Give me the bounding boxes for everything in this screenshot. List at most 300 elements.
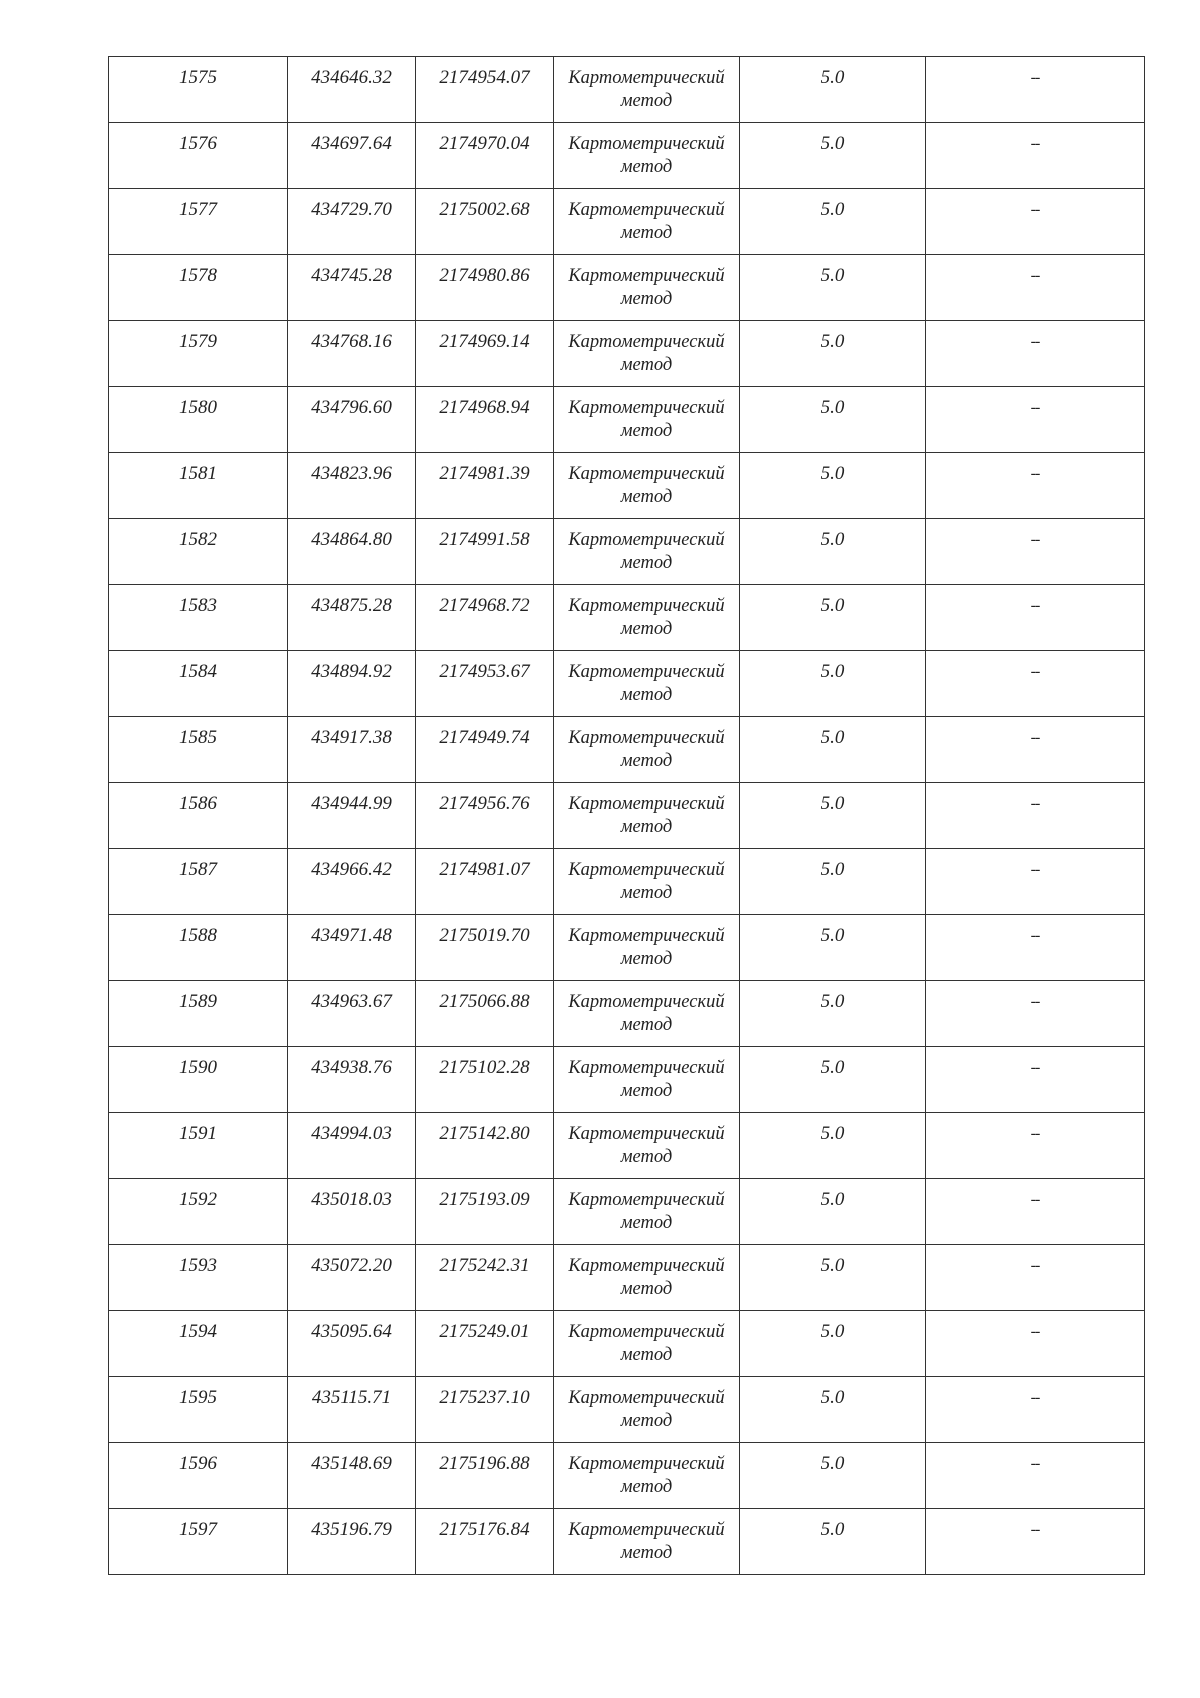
note-value: -- — [1030, 1455, 1040, 1472]
accuracy-value: 5.0 — [820, 859, 845, 880]
y-coordinate: 2175196.88 — [439, 1453, 530, 1474]
point-number: 1579 — [179, 331, 217, 352]
point-number: 1591 — [179, 1123, 217, 1144]
table-row — [109, 915, 1145, 981]
method-line-2: метод — [620, 883, 673, 903]
accuracy-value: 5.0 — [820, 133, 845, 154]
y-coordinate: 2174981.39 — [439, 463, 530, 484]
note-cell — [926, 321, 1145, 387]
method-line-1: Картометрический — [568, 1388, 725, 1408]
note-cell — [926, 57, 1145, 123]
table-row — [109, 387, 1145, 453]
y-coordinate: 2175019.70 — [439, 925, 530, 946]
method-cell — [554, 915, 740, 981]
note-cell — [926, 189, 1145, 255]
accuracy-cell — [740, 57, 926, 123]
y-coordinate-cell — [416, 123, 554, 189]
method-cell — [554, 57, 740, 123]
method-line-1: Картометрический — [568, 1124, 725, 1144]
note-cell — [926, 651, 1145, 717]
y-coordinate: 2174991.58 — [439, 529, 530, 550]
accuracy-cell — [740, 1179, 926, 1245]
x-coordinate: 434875.28 — [311, 595, 392, 616]
method-text — [554, 717, 739, 773]
point-number: 1588 — [179, 925, 217, 946]
method-line-1: Картометрический — [568, 398, 725, 418]
accuracy-cell — [740, 1509, 926, 1575]
method-cell — [554, 1245, 740, 1311]
method-line-1: Картометрический — [568, 794, 725, 814]
method-line-2: метод — [620, 1279, 673, 1299]
method-cell — [554, 255, 740, 321]
y-coordinate-cell — [416, 321, 554, 387]
x-coordinate: 434768.16 — [311, 331, 392, 352]
accuracy-value: 5.0 — [820, 727, 845, 748]
point-number-cell — [109, 585, 288, 651]
point-number-cell — [109, 1113, 288, 1179]
y-coordinate: 2174968.72 — [439, 595, 530, 616]
y-coordinate-cell — [416, 1377, 554, 1443]
point-number: 1587 — [179, 859, 217, 880]
y-coordinate-cell — [416, 981, 554, 1047]
x-coordinate-cell — [288, 189, 416, 255]
note-cell — [926, 1509, 1145, 1575]
method-cell — [554, 981, 740, 1047]
method-text — [554, 1245, 739, 1301]
method-text — [554, 453, 739, 509]
method-text — [554, 585, 739, 641]
table-row — [109, 123, 1145, 189]
method-text — [554, 387, 739, 443]
table-row — [109, 321, 1145, 387]
accuracy-cell — [740, 255, 926, 321]
x-coordinate-cell — [288, 585, 416, 651]
note-value: -- — [1030, 1125, 1040, 1142]
note-cell — [926, 387, 1145, 453]
point-number: 1583 — [179, 595, 217, 616]
note-value: -- — [1030, 201, 1040, 218]
method-line-2: метод — [620, 289, 673, 309]
table-row — [109, 1377, 1145, 1443]
point-number-cell — [109, 1245, 288, 1311]
method-cell — [554, 1443, 740, 1509]
note-cell — [926, 717, 1145, 783]
method-line-1: Картометрический — [568, 728, 725, 748]
table-row — [109, 585, 1145, 651]
method-text — [554, 1113, 739, 1169]
x-coordinate: 434823.96 — [311, 463, 392, 484]
accuracy-value: 5.0 — [820, 397, 845, 418]
method-line-2: метод — [620, 1411, 673, 1431]
x-coordinate-cell — [288, 1443, 416, 1509]
note-value: -- — [1030, 927, 1040, 944]
method-line-1: Картометрический — [568, 860, 725, 880]
y-coordinate: 2174956.76 — [439, 793, 530, 814]
x-coordinate: 434864.80 — [311, 529, 392, 550]
y-coordinate: 2174970.04 — [439, 133, 530, 154]
x-coordinate: 435018.03 — [311, 1189, 392, 1210]
y-coordinate-cell — [416, 1179, 554, 1245]
accuracy-value: 5.0 — [820, 265, 845, 286]
method-line-1: Картометрический — [568, 530, 725, 550]
y-coordinate-cell — [416, 1047, 554, 1113]
accuracy-cell — [740, 189, 926, 255]
x-coordinate-cell — [288, 981, 416, 1047]
y-coordinate-cell — [416, 1311, 554, 1377]
method-text — [554, 1443, 739, 1499]
point-number: 1585 — [179, 727, 217, 748]
x-coordinate: 434745.28 — [311, 265, 392, 286]
method-cell — [554, 783, 740, 849]
method-text — [554, 1047, 739, 1103]
x-coordinate-cell — [288, 915, 416, 981]
x-coordinate: 434729.70 — [311, 199, 392, 220]
y-coordinate: 2174968.94 — [439, 397, 530, 418]
x-coordinate: 435196.79 — [311, 1519, 392, 1540]
y-coordinate-cell — [416, 189, 554, 255]
x-coordinate-cell — [288, 453, 416, 519]
accuracy-cell — [740, 783, 926, 849]
y-coordinate-cell — [416, 57, 554, 123]
method-line-2: метод — [620, 751, 673, 771]
accuracy-value: 5.0 — [820, 1321, 845, 1342]
y-coordinate-cell — [416, 717, 554, 783]
point-number: 1577 — [179, 199, 217, 220]
y-coordinate: 2174980.86 — [439, 265, 530, 286]
point-number-cell — [109, 1443, 288, 1509]
x-coordinate: 435148.69 — [311, 1453, 392, 1474]
note-cell — [926, 1377, 1145, 1443]
point-number-cell — [109, 189, 288, 255]
note-cell — [926, 1443, 1145, 1509]
point-number: 1581 — [179, 463, 217, 484]
accuracy-cell — [740, 585, 926, 651]
accuracy-value: 5.0 — [820, 1057, 845, 1078]
x-coordinate: 435115.71 — [311, 1387, 392, 1408]
method-line-1: Картометрический — [568, 200, 725, 220]
table-row — [109, 651, 1145, 717]
accuracy-value: 5.0 — [820, 661, 845, 682]
y-coordinate-cell — [416, 585, 554, 651]
note-value: -- — [1030, 135, 1040, 152]
note-value: -- — [1030, 1389, 1040, 1406]
method-line-2: метод — [620, 1213, 673, 1233]
note-value: -- — [1030, 729, 1040, 746]
y-coordinate-cell — [416, 519, 554, 585]
note-value: -- — [1030, 267, 1040, 284]
x-coordinate-cell — [288, 651, 416, 717]
table-row — [109, 783, 1145, 849]
point-number: 1589 — [179, 991, 217, 1012]
x-coordinate-cell — [288, 57, 416, 123]
note-cell — [926, 1245, 1145, 1311]
point-number: 1578 — [179, 265, 217, 286]
method-text — [554, 519, 739, 575]
method-line-1: Картометрический — [568, 926, 725, 946]
method-line-1: Картометрический — [568, 134, 725, 154]
point-number-cell — [109, 255, 288, 321]
note-value: -- — [1030, 1191, 1040, 1208]
point-number-cell — [109, 981, 288, 1047]
accuracy-cell — [740, 123, 926, 189]
y-coordinate-cell — [416, 651, 554, 717]
accuracy-cell — [740, 1443, 926, 1509]
note-value: -- — [1030, 663, 1040, 680]
accuracy-cell — [740, 1047, 926, 1113]
method-cell — [554, 1179, 740, 1245]
x-coordinate-cell — [288, 387, 416, 453]
table-row — [109, 57, 1145, 123]
accuracy-value: 5.0 — [820, 793, 845, 814]
method-line-1: Картометрический — [568, 1256, 725, 1276]
method-line-1: Картометрический — [568, 1520, 725, 1540]
accuracy-value: 5.0 — [820, 67, 845, 88]
method-text — [554, 255, 739, 311]
method-line-2: метод — [620, 1477, 673, 1497]
accuracy-cell — [740, 1377, 926, 1443]
method-line-1: Картометрический — [568, 992, 725, 1012]
x-coordinate-cell — [288, 717, 416, 783]
note-value: -- — [1030, 861, 1040, 878]
table-row — [109, 849, 1145, 915]
y-coordinate-cell — [416, 1509, 554, 1575]
x-coordinate-cell — [288, 255, 416, 321]
accuracy-cell — [740, 1311, 926, 1377]
point-number: 1595 — [179, 1387, 217, 1408]
y-coordinate-cell — [416, 783, 554, 849]
accuracy-cell — [740, 981, 926, 1047]
method-line-2: метод — [620, 553, 673, 573]
accuracy-value: 5.0 — [820, 1189, 845, 1210]
accuracy-value: 5.0 — [820, 463, 845, 484]
y-coordinate: 2175193.09 — [439, 1189, 530, 1210]
accuracy-value: 5.0 — [820, 925, 845, 946]
method-line-2: метод — [620, 91, 673, 111]
method-line-2: метод — [620, 157, 673, 177]
accuracy-value: 5.0 — [820, 1453, 845, 1474]
point-number: 1580 — [179, 397, 217, 418]
accuracy-value: 5.0 — [820, 1519, 845, 1540]
note-value: -- — [1030, 1323, 1040, 1340]
y-coordinate: 2175002.68 — [439, 199, 530, 220]
table-row — [109, 981, 1145, 1047]
x-coordinate-cell — [288, 321, 416, 387]
method-text — [554, 57, 739, 113]
x-coordinate-cell — [288, 1509, 416, 1575]
y-coordinate-cell — [416, 453, 554, 519]
x-coordinate: 434971.48 — [311, 925, 392, 946]
x-coordinate-cell — [288, 123, 416, 189]
point-number-cell — [109, 57, 288, 123]
method-text — [554, 915, 739, 971]
table-row — [109, 1179, 1145, 1245]
x-coordinate-cell — [288, 1047, 416, 1113]
note-value: -- — [1030, 531, 1040, 548]
method-cell — [554, 651, 740, 717]
x-coordinate: 435072.20 — [311, 1255, 392, 1276]
point-number: 1575 — [179, 67, 217, 88]
method-cell — [554, 519, 740, 585]
x-coordinate-cell — [288, 519, 416, 585]
note-cell — [926, 915, 1145, 981]
method-line-1: Картометрический — [568, 1058, 725, 1078]
note-cell — [926, 849, 1145, 915]
table-row — [109, 519, 1145, 585]
method-line-2: метод — [620, 1081, 673, 1101]
accuracy-cell — [740, 651, 926, 717]
method-line-1: Картометрический — [568, 1454, 725, 1474]
method-line-2: метод — [620, 1543, 673, 1563]
method-cell — [554, 717, 740, 783]
method-line-2: метод — [620, 487, 673, 507]
note-cell — [926, 1113, 1145, 1179]
method-cell — [554, 585, 740, 651]
note-cell — [926, 453, 1145, 519]
method-line-2: метод — [620, 355, 673, 375]
note-value: -- — [1030, 993, 1040, 1010]
method-line-1: Картометрический — [568, 1322, 725, 1342]
method-text — [554, 783, 739, 839]
accuracy-value: 5.0 — [820, 199, 845, 220]
method-line-1: Картометрический — [568, 464, 725, 484]
point-number-cell — [109, 453, 288, 519]
point-number: 1586 — [179, 793, 217, 814]
method-line-2: метод — [620, 421, 673, 441]
note-cell — [926, 981, 1145, 1047]
x-coordinate-cell — [288, 1179, 416, 1245]
point-number-cell — [109, 1047, 288, 1113]
accuracy-value: 5.0 — [820, 1255, 845, 1276]
note-cell — [926, 519, 1145, 585]
table-row — [109, 1311, 1145, 1377]
y-coordinate: 2174949.74 — [439, 727, 530, 748]
x-coordinate: 434697.64 — [311, 133, 392, 154]
note-value: -- — [1030, 1521, 1040, 1538]
point-number-cell — [109, 915, 288, 981]
method-text — [554, 123, 739, 179]
coordinates-table-body — [109, 57, 1145, 1575]
note-cell — [926, 123, 1145, 189]
x-coordinate: 434944.99 — [311, 793, 392, 814]
y-coordinate-cell — [416, 1443, 554, 1509]
point-number: 1590 — [179, 1057, 217, 1078]
method-text — [554, 1311, 739, 1367]
method-cell — [554, 123, 740, 189]
table-row — [109, 717, 1145, 783]
y-coordinate: 2174954.07 — [439, 67, 530, 88]
accuracy-cell — [740, 717, 926, 783]
point-number-cell — [109, 1179, 288, 1245]
point-number-cell — [109, 387, 288, 453]
accuracy-value: 5.0 — [820, 331, 845, 352]
x-coordinate-cell — [288, 1311, 416, 1377]
method-cell — [554, 1377, 740, 1443]
method-line-1: Картометрический — [568, 662, 725, 682]
y-coordinate-cell — [416, 1245, 554, 1311]
point-number-cell — [109, 1509, 288, 1575]
y-coordinate: 2175102.28 — [439, 1057, 530, 1078]
point-number: 1582 — [179, 529, 217, 550]
method-text — [554, 849, 739, 905]
method-cell — [554, 189, 740, 255]
point-number-cell — [109, 651, 288, 717]
point-number-cell — [109, 1311, 288, 1377]
y-coordinate: 2174981.07 — [439, 859, 530, 880]
x-coordinate: 434994.03 — [311, 1123, 392, 1144]
coordinates-table — [108, 56, 1145, 1575]
accuracy-value: 5.0 — [820, 595, 845, 616]
method-line-2: метод — [620, 1345, 673, 1365]
note-cell — [926, 783, 1145, 849]
note-cell — [926, 585, 1145, 651]
y-coordinate: 2175176.84 — [439, 1519, 530, 1540]
table-row — [109, 453, 1145, 519]
note-cell — [926, 1311, 1145, 1377]
accuracy-cell — [740, 915, 926, 981]
y-coordinate-cell — [416, 387, 554, 453]
method-cell — [554, 321, 740, 387]
x-coordinate: 434894.92 — [311, 661, 392, 682]
y-coordinate: 2174953.67 — [439, 661, 530, 682]
x-coordinate-cell — [288, 849, 416, 915]
note-cell — [926, 1179, 1145, 1245]
point-number: 1584 — [179, 661, 217, 682]
note-value: -- — [1030, 69, 1040, 86]
x-coordinate: 434796.60 — [311, 397, 392, 418]
method-text — [554, 1377, 739, 1433]
note-cell — [926, 1047, 1145, 1113]
point-number-cell — [109, 321, 288, 387]
method-line-2: метод — [620, 223, 673, 243]
method-line-1: Картометрический — [568, 596, 725, 616]
accuracy-value: 5.0 — [820, 1387, 845, 1408]
accuracy-cell — [740, 387, 926, 453]
table-row — [109, 1509, 1145, 1575]
point-number: 1597 — [179, 1519, 217, 1540]
y-coordinate-cell — [416, 255, 554, 321]
method-cell — [554, 1113, 740, 1179]
accuracy-value: 5.0 — [820, 991, 845, 1012]
method-line-1: Картометрический — [568, 1190, 725, 1210]
table-row — [109, 1113, 1145, 1179]
x-coordinate: 434646.32 — [311, 67, 392, 88]
note-value: -- — [1030, 465, 1040, 482]
method-text — [554, 189, 739, 245]
point-number: 1594 — [179, 1321, 217, 1342]
method-text — [554, 1179, 739, 1235]
x-coordinate-cell — [288, 1377, 416, 1443]
y-coordinate: 2175066.88 — [439, 991, 530, 1012]
note-value: -- — [1030, 399, 1040, 416]
method-line-2: метод — [620, 619, 673, 639]
method-text — [554, 321, 739, 377]
method-text — [554, 1509, 739, 1565]
y-coordinate-cell — [416, 849, 554, 915]
method-line-1: Картометрический — [568, 332, 725, 352]
method-text — [554, 981, 739, 1037]
point-number-cell — [109, 849, 288, 915]
method-line-1: Картометрический — [568, 266, 725, 286]
accuracy-value: 5.0 — [820, 529, 845, 550]
table-row — [109, 1443, 1145, 1509]
method-line-2: метод — [620, 1015, 673, 1035]
accuracy-cell — [740, 321, 926, 387]
table-row — [109, 255, 1145, 321]
x-coordinate: 434966.42 — [311, 859, 392, 880]
point-number: 1592 — [179, 1189, 217, 1210]
method-cell — [554, 1311, 740, 1377]
x-coordinate: 434917.38 — [311, 727, 392, 748]
